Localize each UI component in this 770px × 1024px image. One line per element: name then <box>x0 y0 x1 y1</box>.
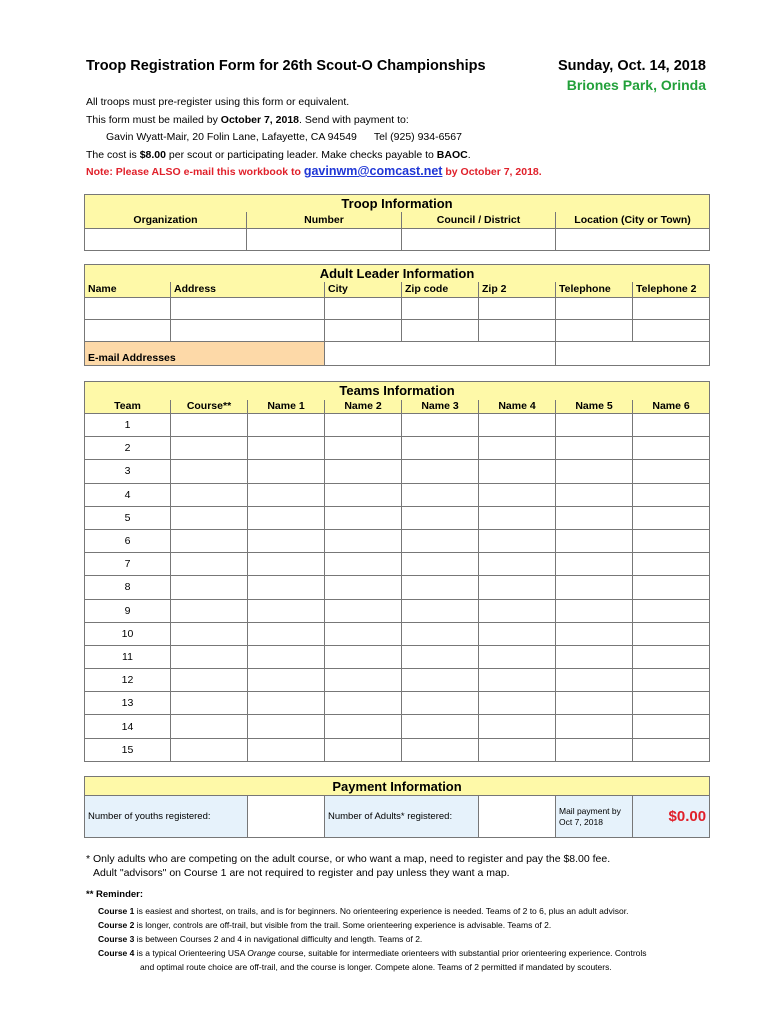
member-name-input[interactable] <box>556 692 633 715</box>
leader-input[interactable] <box>479 320 556 342</box>
member-name-input[interactable] <box>402 622 479 645</box>
member-name-input[interactable] <box>479 715 556 738</box>
member-name-input[interactable] <box>248 414 325 437</box>
col-name-1: Name 1 <box>248 400 325 414</box>
team-row <box>85 715 710 738</box>
email-input-1[interactable] <box>325 342 556 366</box>
course-input[interactable] <box>171 483 248 506</box>
member-name-input[interactable] <box>325 645 402 668</box>
course-input[interactable] <box>171 692 248 715</box>
team-row <box>85 692 710 715</box>
reminder-course-4 <box>98 948 647 958</box>
member-name-input[interactable] <box>479 460 556 483</box>
col-telephone2: Telephone 2 <box>633 282 710 298</box>
member-name-input[interactable] <box>633 738 710 761</box>
member-name-input[interactable] <box>633 506 710 529</box>
team-number: 5 <box>85 506 171 529</box>
member-name-input[interactable] <box>556 460 633 483</box>
member-name-input[interactable] <box>556 553 633 576</box>
member-name-input[interactable] <box>402 506 479 529</box>
member-name-input[interactable] <box>325 483 402 506</box>
leader-input[interactable] <box>402 320 479 342</box>
member-name-input[interactable] <box>556 715 633 738</box>
team-number: 1 <box>85 414 171 437</box>
mail-label-line: Mail payment by <box>559 805 621 816</box>
team-number: 8 <box>85 576 171 599</box>
location-input[interactable] <box>556 229 710 251</box>
member-name-input[interactable] <box>556 645 633 668</box>
team-row <box>85 599 710 622</box>
member-name-input[interactable] <box>248 715 325 738</box>
col-zip: Zip code <box>402 282 479 298</box>
member-name-input[interactable] <box>325 669 402 692</box>
cost-text: . <box>467 149 471 161</box>
course-label: Course 2 <box>98 920 135 930</box>
reminder-course-4-cont: and optimal route choice are off-trail, and the course is longer. Compete alone. Teams of 2 permitted if mandated by scouters. <box>140 962 612 972</box>
member-name-input[interactable] <box>325 692 402 715</box>
address-text: Gavin Wyatt-Mair, 20 Folin Lane, Lafayette, CA 94549 <box>106 131 357 143</box>
team-number: 12 <box>85 669 171 692</box>
team-number: 2 <box>85 437 171 460</box>
member-name-input[interactable] <box>248 599 325 622</box>
leader-input[interactable] <box>171 298 325 320</box>
member-name-input[interactable] <box>556 622 633 645</box>
member-name-input[interactable] <box>248 483 325 506</box>
intro-line-1: All troops must pre-register using this form or equivalent. <box>86 96 350 108</box>
member-name-input[interactable] <box>402 738 479 761</box>
member-name-input[interactable] <box>402 599 479 622</box>
team-row <box>85 414 710 437</box>
mailing-address <box>106 131 462 143</box>
member-name-input[interactable] <box>556 483 633 506</box>
team-number: 9 <box>85 599 171 622</box>
member-name-input[interactable] <box>325 529 402 552</box>
team-row <box>85 669 710 692</box>
member-name-input[interactable] <box>556 437 633 460</box>
member-name-input[interactable] <box>479 483 556 506</box>
member-name-input[interactable] <box>248 576 325 599</box>
troop-info-table <box>84 194 710 251</box>
col-name-4: Name 4 <box>479 400 556 414</box>
team-row <box>85 529 710 552</box>
col-organization: Organization <box>85 212 247 229</box>
course-input[interactable] <box>171 529 248 552</box>
phone-text: Tel (925) 934-6567 <box>373 131 462 143</box>
course-input[interactable] <box>171 576 248 599</box>
team-number: 3 <box>85 460 171 483</box>
col-name-6: Name 6 <box>633 400 710 414</box>
deadline-date: October 7, 2018 <box>220 114 300 126</box>
member-name-input[interactable] <box>402 529 479 552</box>
footnote-line-2: Adult "advisors" on Course 1 are not required to register and pay unless they want a map. <box>93 867 510 879</box>
member-name-input[interactable] <box>479 414 556 437</box>
course-input[interactable] <box>171 414 248 437</box>
youths-label: Number of youths registered: <box>85 796 248 838</box>
member-name-input[interactable] <box>325 715 402 738</box>
member-name-input[interactable] <box>248 738 325 761</box>
course-text: is a typical Orienteering USA <box>134 948 248 958</box>
member-name-input[interactable] <box>556 669 633 692</box>
leader-input[interactable] <box>85 298 171 320</box>
member-name-input[interactable] <box>633 437 710 460</box>
col-location: Location (City or Town) <box>556 212 710 229</box>
col-name: Name <box>85 282 171 298</box>
leader-input[interactable] <box>325 298 402 320</box>
member-name-input[interactable] <box>325 506 402 529</box>
intro-text: . Send with payment to: <box>299 114 409 126</box>
course-text: course, suitable for intermediate orienteers with substantial prior orienteering experience. Controls <box>275 948 647 958</box>
member-name-input[interactable] <box>633 576 710 599</box>
col-city: City <box>325 282 402 298</box>
member-name-input[interactable] <box>633 599 710 622</box>
event-location: Briones Park, Orinda <box>566 77 706 93</box>
email-link[interactable]: gavinwm@comcast.net <box>303 164 443 178</box>
team-row <box>85 645 710 668</box>
member-name-input[interactable] <box>633 645 710 668</box>
member-name-input[interactable] <box>633 460 710 483</box>
reminder-course-1 <box>98 906 628 916</box>
council-input[interactable] <box>402 229 556 251</box>
member-name-input[interactable] <box>402 460 479 483</box>
note-text: by October 7, 2018. <box>442 166 542 178</box>
member-name-input[interactable] <box>633 622 710 645</box>
member-name-input[interactable] <box>248 460 325 483</box>
youths-input[interactable] <box>248 796 325 838</box>
member-name-input[interactable] <box>402 553 479 576</box>
leader-input[interactable] <box>479 298 556 320</box>
team-number: 4 <box>85 483 171 506</box>
section-title: Payment Information <box>85 777 710 796</box>
member-name-input[interactable] <box>479 622 556 645</box>
member-name-input[interactable] <box>325 414 402 437</box>
section-title: Troop Information <box>85 195 710 212</box>
member-name-input[interactable] <box>556 599 633 622</box>
leader-input[interactable] <box>633 320 710 342</box>
col-course: Course** <box>171 400 248 414</box>
member-name-input[interactable] <box>556 738 633 761</box>
member-name-input[interactable] <box>402 715 479 738</box>
intro-line-2 <box>86 114 409 126</box>
member-name-input[interactable] <box>633 692 710 715</box>
mail-label-line: Oct 7, 2018 <box>559 816 603 827</box>
member-name-input[interactable] <box>248 553 325 576</box>
course-input[interactable] <box>171 506 248 529</box>
member-name-input[interactable] <box>556 576 633 599</box>
member-name-input[interactable] <box>402 483 479 506</box>
adult-leader-table <box>84 264 710 366</box>
course-color: Orange <box>247 948 276 958</box>
course-input[interactable] <box>171 622 248 645</box>
member-name-input[interactable] <box>479 437 556 460</box>
col-number: Number <box>247 212 402 229</box>
team-row <box>85 483 710 506</box>
team-row <box>85 738 710 761</box>
course-label: Course 4 <box>98 948 135 958</box>
course-label: Course 1 <box>98 906 135 916</box>
adults-label: Number of Adults* registered: <box>325 796 479 838</box>
member-name-input[interactable] <box>248 622 325 645</box>
payment-amount: $0.00 <box>633 796 710 838</box>
leader-input[interactable] <box>85 320 171 342</box>
note-text: Note: Please ALSO e-mail this workbook to <box>86 166 304 178</box>
leader-input[interactable] <box>402 298 479 320</box>
team-number: 10 <box>85 622 171 645</box>
member-name-input[interactable] <box>633 553 710 576</box>
organization-input[interactable] <box>85 229 247 251</box>
member-name-input[interactable] <box>633 414 710 437</box>
form-title: Troop Registration Form for 26th Scout-O Championships <box>86 58 486 74</box>
col-address: Address <box>171 282 325 298</box>
section-title: Adult Leader Information <box>85 265 710 282</box>
cost-text: per scout or participating leader. Make checks payable to <box>165 149 437 161</box>
course-input[interactable] <box>171 553 248 576</box>
email-note <box>86 164 542 178</box>
member-name-input[interactable] <box>633 669 710 692</box>
member-name-input[interactable] <box>479 553 556 576</box>
member-name-input[interactable] <box>633 529 710 552</box>
course-input[interactable] <box>171 738 248 761</box>
member-name-input[interactable] <box>479 599 556 622</box>
number-input[interactable] <box>247 229 402 251</box>
team-row <box>85 622 710 645</box>
col-name-5: Name 5 <box>556 400 633 414</box>
mail-payment-label <box>556 796 633 838</box>
member-name-input[interactable] <box>633 483 710 506</box>
leader-input[interactable] <box>633 298 710 320</box>
member-name-input[interactable] <box>479 576 556 599</box>
reminder-course-2 <box>98 920 551 930</box>
leader-input[interactable] <box>556 298 633 320</box>
col-name-3: Name 3 <box>402 400 479 414</box>
member-name-input[interactable] <box>248 669 325 692</box>
member-name-input[interactable] <box>325 576 402 599</box>
team-number: 13 <box>85 692 171 715</box>
member-name-input[interactable] <box>325 553 402 576</box>
member-name-input[interactable] <box>402 645 479 668</box>
col-team: Team <box>85 400 171 414</box>
member-name-input[interactable] <box>556 506 633 529</box>
cost-line <box>86 149 471 161</box>
team-row <box>85 506 710 529</box>
course-text: is between Courses 2 and 4 in navigational difficulty and length. Teams of 2. <box>134 934 423 944</box>
intro-text: This form must be mailed by <box>86 114 221 126</box>
member-name-input[interactable] <box>479 506 556 529</box>
course-input[interactable] <box>171 437 248 460</box>
team-row <box>85 553 710 576</box>
leader-input[interactable] <box>171 320 325 342</box>
member-name-input[interactable] <box>479 645 556 668</box>
email-input-2[interactable] <box>556 342 710 366</box>
member-name-input[interactable] <box>325 437 402 460</box>
payee: BAOC <box>436 149 468 161</box>
member-name-input[interactable] <box>325 460 402 483</box>
member-name-input[interactable] <box>402 576 479 599</box>
team-number: 15 <box>85 738 171 761</box>
member-name-input[interactable] <box>479 738 556 761</box>
team-number: 14 <box>85 715 171 738</box>
member-name-input[interactable] <box>248 692 325 715</box>
course-input[interactable] <box>171 669 248 692</box>
course-input[interactable] <box>171 460 248 483</box>
email-addresses-label: E-mail Addresses <box>85 342 325 366</box>
member-name-input[interactable] <box>402 692 479 715</box>
member-name-input[interactable] <box>325 599 402 622</box>
cost-amount: $8.00 <box>139 149 166 161</box>
col-telephone: Telephone <box>556 282 633 298</box>
member-name-input[interactable] <box>402 669 479 692</box>
course-input[interactable] <box>171 599 248 622</box>
member-name-input[interactable] <box>402 414 479 437</box>
member-name-input[interactable] <box>633 715 710 738</box>
member-name-input[interactable] <box>248 437 325 460</box>
member-name-input[interactable] <box>479 669 556 692</box>
leader-input[interactable] <box>556 320 633 342</box>
course-text: is longer, controls are off-trail, but visible from the trail. Some orienteering experience is advisable. Teams of 2. <box>134 920 552 930</box>
cost-text: The cost is <box>86 149 140 161</box>
adults-input[interactable] <box>479 796 556 838</box>
col-zip2: Zip 2 <box>479 282 556 298</box>
section-title: Teams Information <box>85 382 710 400</box>
member-name-input[interactable] <box>556 529 633 552</box>
member-name-input[interactable] <box>479 692 556 715</box>
course-input[interactable] <box>171 715 248 738</box>
team-number: 7 <box>85 553 171 576</box>
reminder-heading: ** Reminder: <box>86 889 144 900</box>
team-row <box>85 576 710 599</box>
member-name-input[interactable] <box>248 529 325 552</box>
teams-table <box>84 381 710 762</box>
team-row <box>85 437 710 460</box>
member-name-input[interactable] <box>248 506 325 529</box>
member-name-input[interactable] <box>479 529 556 552</box>
course-input[interactable] <box>171 645 248 668</box>
leader-input[interactable] <box>325 320 402 342</box>
event-date: Sunday, Oct. 14, 2018 <box>557 58 706 74</box>
footnote-line-1: * Only adults who are competing on the adult course, or who want a map, need to register and pay the $8.00 fee. <box>86 853 611 865</box>
member-name-input[interactable] <box>325 738 402 761</box>
reminder-course-3 <box>98 934 422 944</box>
col-name-2: Name 2 <box>325 400 402 414</box>
col-council: Council / District <box>402 212 556 229</box>
course-text: is easiest and shortest, on trails, and is for beginners. No orienteering experience is needed. Teams of 2 to 6, plus an adult advisor. <box>134 906 629 916</box>
member-name-input[interactable] <box>402 437 479 460</box>
team-number: 6 <box>85 529 171 552</box>
member-name-input[interactable] <box>248 645 325 668</box>
member-name-input[interactable] <box>325 622 402 645</box>
team-number: 11 <box>85 645 171 668</box>
team-row <box>85 460 710 483</box>
member-name-input[interactable] <box>556 414 633 437</box>
payment-table <box>84 776 710 838</box>
course-label: Course 3 <box>98 934 135 944</box>
